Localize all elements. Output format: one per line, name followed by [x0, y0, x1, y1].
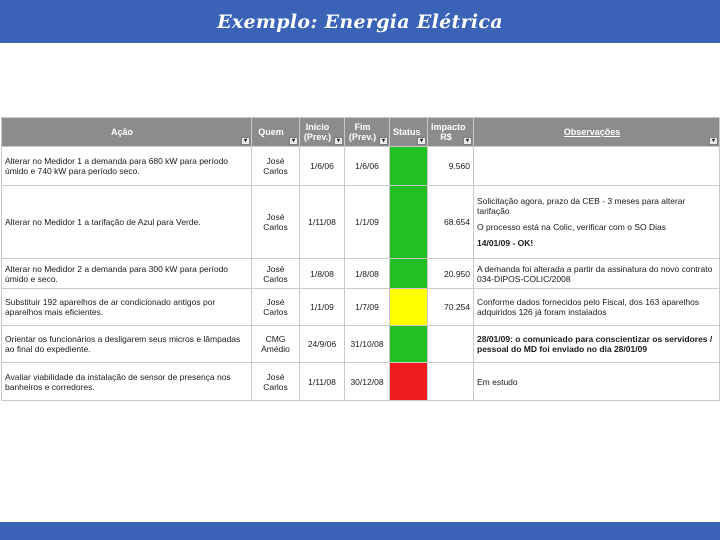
cell-quem: José Carlos: [252, 259, 300, 289]
cell-impacto: [428, 326, 474, 363]
cell-inicio: 1/1/09: [300, 289, 345, 326]
filter-dropdown-icon[interactable]: ▾: [417, 137, 426, 145]
cell-inicio: 1/8/08: [300, 259, 345, 289]
header-quem: Quem ▾: [252, 118, 300, 147]
filter-dropdown-icon[interactable]: ▾: [241, 137, 250, 145]
header-fim: Fim (Prev.) ▾: [345, 118, 390, 147]
status-cell: [390, 259, 428, 289]
cell-inicio: 1/6/06: [300, 147, 345, 186]
cell-observacoes: 28/01/09: o comunicado para conscientizar os servidores / pessoal do MD foi enviado no dia 28/01/09: [474, 326, 720, 363]
table-header-row: [2, 118, 720, 147]
cell-observacoes: A demanda foi alterada a partir da assinatura do novo contrato 034-DIPOS-COLIC/2008: [474, 259, 720, 289]
cell-acao: Alterar no Medidor 1 a demanda para 680 kW para período úmido e 740 kW para período seco.: [2, 147, 252, 186]
cell-acao: Substituir 192 aparelhos de ar condicionado antigos por aparelhos mais eficientes.: [2, 289, 252, 326]
cell-fim: 30/12/08: [345, 363, 390, 401]
obs-line: 14/01/09 - OK!: [477, 238, 534, 248]
status-cell: [390, 147, 428, 186]
table-row: [2, 186, 720, 259]
cell-inicio: 1/11/08: [300, 186, 345, 259]
cell-observacoes: Em estudo: [474, 363, 720, 401]
cell-impacto: 68.654: [428, 186, 474, 259]
header-observacoes: Observações ▾: [474, 118, 720, 147]
status-cell: [390, 289, 428, 326]
filter-dropdown-icon[interactable]: ▾: [379, 137, 388, 145]
cell-acao: Orientar os funcionários a desligarem seus micros e lâmpadas ao final do expediente.: [2, 326, 252, 363]
cell-observacoes: [474, 186, 720, 259]
filter-dropdown-icon[interactable]: ▾: [334, 137, 343, 145]
cell-acao: Alterar no Medidor 2 a demanda para 300 kW para período úmido e seco.: [2, 259, 252, 289]
status-cell: [390, 326, 428, 363]
filter-dropdown-icon[interactable]: ▾: [289, 137, 298, 145]
obs-line: O processo está na Colic, verificar com o SO Dias: [477, 222, 666, 232]
cell-fim: 1/7/09: [345, 289, 390, 326]
cell-acao: Avaliar viabilidade da instalação de sensor de presença nos banheiros e corredores.: [2, 363, 252, 401]
footer-bar: [0, 522, 720, 540]
filter-dropdown-icon[interactable]: ▾: [463, 137, 472, 145]
table-row: [2, 289, 720, 326]
cell-impacto: 9.560: [428, 147, 474, 186]
table-row: [2, 147, 720, 186]
cell-inicio: 1/11/08: [300, 363, 345, 401]
cell-fim: 1/1/09: [345, 186, 390, 259]
cell-observacoes: Conforme dados fornecidos pelo Fiscal, dos 163 aparelhos adquiridos 126 já foram instalados: [474, 289, 720, 326]
header-acao: Ação ▾: [2, 118, 252, 147]
obs-line: Solicitação agora, prazo da CEB - 3 meses para alterar tarifação: [477, 196, 686, 216]
page-title: Exemplo: Energia Elétrica: [217, 10, 503, 33]
cell-impacto: 70.254: [428, 289, 474, 326]
cell-observacoes: [474, 147, 720, 186]
cell-acao: Alterar no Medidor 1 a tarifação de Azul para Verde.: [2, 186, 252, 259]
header-status: Status ▾: [390, 118, 428, 147]
cell-quem: José Carlos: [252, 186, 300, 259]
status-cell: [390, 186, 428, 259]
table-row: [2, 326, 720, 363]
cell-fim: 31/10/08: [345, 326, 390, 363]
cell-quem: CMG Amédio: [252, 326, 300, 363]
actions-table: [1, 117, 720, 401]
title-bar: [0, 0, 720, 43]
cell-fim: 1/6/06: [345, 147, 390, 186]
filter-dropdown-icon[interactable]: ▾: [709, 137, 718, 145]
cell-quem: José Carlos: [252, 363, 300, 401]
table-row: [2, 259, 720, 289]
table-row: [2, 363, 720, 401]
header-impacto: Impacto R$ ▾: [428, 118, 474, 147]
cell-inicio: 24/9/06: [300, 326, 345, 363]
cell-quem: José Carlos: [252, 147, 300, 186]
cell-quem: José Carlos: [252, 289, 300, 326]
header-inicio: Início (Prev.) ▾: [300, 118, 345, 147]
cell-impacto: 20.950: [428, 259, 474, 289]
status-cell: [390, 363, 428, 401]
cell-impacto: [428, 363, 474, 401]
cell-fim: 1/8/08: [345, 259, 390, 289]
